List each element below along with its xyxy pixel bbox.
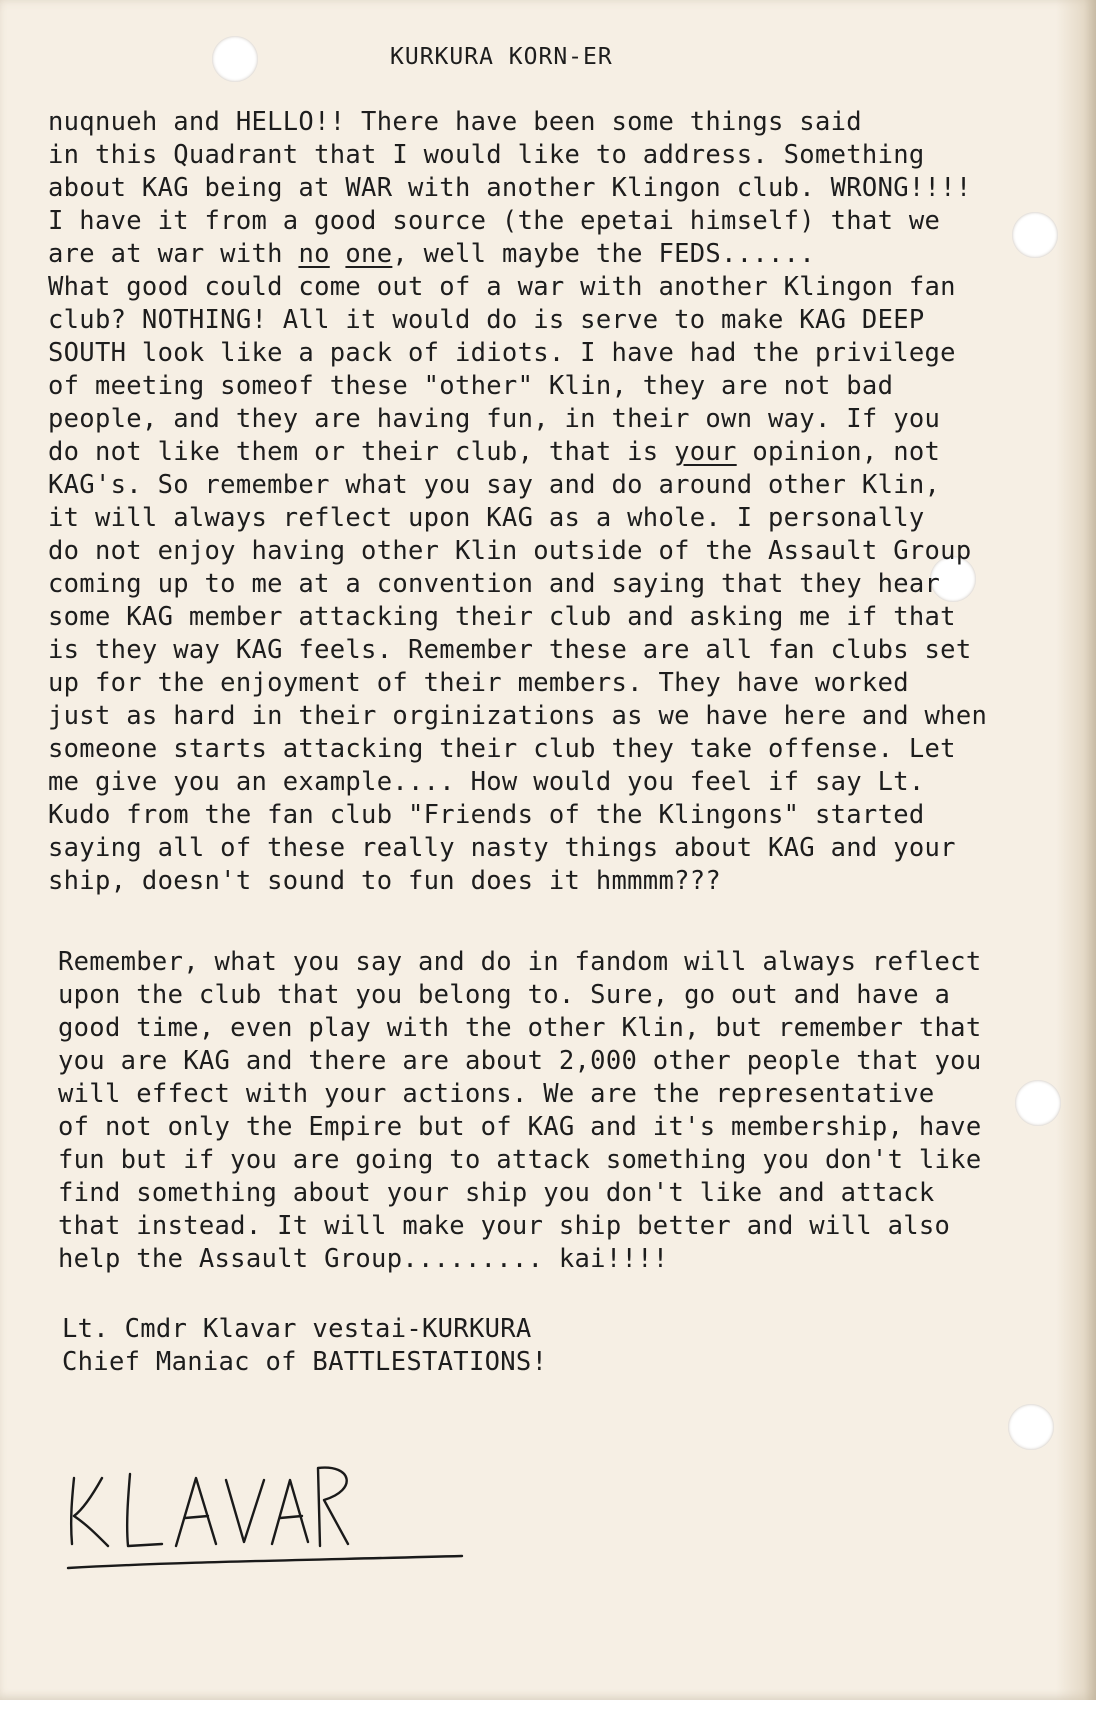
paragraph-line bbox=[48, 799, 987, 832]
punch-hole bbox=[1012, 212, 1058, 258]
line-text: , well maybe the FEDS...... bbox=[392, 239, 815, 269]
paragraph-line: help the Assault Group......... kai!!!! bbox=[58, 1244, 669, 1274]
author-name: Lt. Cmdr Klavar vestai-KURKURA bbox=[62, 1314, 532, 1344]
paragraph-line bbox=[48, 568, 987, 601]
line-text: ship, doesn't sound to fun does it hmmmm??? bbox=[48, 866, 722, 896]
paragraph-line bbox=[48, 535, 987, 568]
paragraph-line bbox=[48, 436, 987, 469]
paragraph-line: fun but if you are going to attack something you don't like bbox=[58, 1145, 982, 1175]
line-text: do not enjoy having other Klin outside of the Assault Group bbox=[48, 536, 972, 566]
paragraph-line bbox=[48, 865, 987, 898]
sign-off-block bbox=[62, 1313, 547, 1379]
underlined-text: one bbox=[345, 239, 393, 269]
paragraph-line: upon the club that you belong to. Sure, go out and have a bbox=[58, 980, 951, 1010]
line-text: What good could come out of a war with another Klingon fan bbox=[48, 272, 956, 302]
line-text: coming up to me at a convention and saying that they hear bbox=[48, 569, 941, 599]
paragraph-closing bbox=[58, 946, 982, 1276]
paragraph-line bbox=[48, 601, 987, 634]
paragraph-line bbox=[48, 304, 987, 337]
line-text: is they way KAG feels. Remember these are all fan clubs set bbox=[48, 635, 972, 665]
handwritten-signature bbox=[52, 1438, 512, 1578]
line-text: saying all of these really nasty things about KAG and your bbox=[48, 833, 956, 863]
line-text: it will always reflect upon KAG as a whole. I personally bbox=[48, 503, 925, 533]
paragraph-line: will effect with your actions. We are the representative bbox=[58, 1079, 935, 1109]
paragraph-line: of not only the Empire but of KAG and it's membership, have bbox=[58, 1112, 982, 1142]
paragraph-line bbox=[48, 271, 987, 304]
line-text: club? NOTHING! All it would do is serve to make KAG DEEP bbox=[48, 305, 925, 335]
paragraph-line bbox=[48, 634, 987, 667]
underlined-text: no bbox=[298, 239, 330, 269]
underlined-text: your bbox=[674, 437, 737, 467]
line-text bbox=[330, 239, 346, 269]
paragraph-line bbox=[48, 205, 987, 238]
line-text: SOUTH look like a pack of idiots. I have had the privilege bbox=[48, 338, 956, 368]
line-text: people, and they are having fun, in their own way. If you bbox=[48, 404, 941, 434]
paragraph-line bbox=[48, 337, 987, 370]
paragraph-line: good time, even play with the other Klin, but remember that bbox=[58, 1013, 982, 1043]
paragraph-line: you are KAG and there are about 2,000 other people that you bbox=[58, 1046, 982, 1076]
paragraph-line bbox=[48, 172, 987, 205]
paragraph-line bbox=[48, 238, 987, 271]
line-text: just as hard in their orginizations as we have here and when bbox=[48, 701, 988, 731]
line-text: of meeting someof these "other" Klin, they are not bad bbox=[48, 371, 894, 401]
paragraph-line bbox=[48, 766, 987, 799]
line-text: nuqnueh and HELLO!! There have been some things said bbox=[48, 107, 862, 137]
line-text: in this Quadrant that I would like to address. Something bbox=[48, 140, 925, 170]
paragraph-line bbox=[48, 733, 987, 766]
line-text: opinion, not bbox=[736, 437, 941, 467]
punch-hole bbox=[1015, 1080, 1061, 1126]
line-text: some KAG member attacking their club and asking me if that bbox=[48, 602, 956, 632]
line-text: someone starts attacking their club they take offense. Let bbox=[48, 734, 956, 764]
paragraph-line: find something about your ship you don't like and attack bbox=[58, 1178, 935, 1208]
line-text: about KAG being at WAR with another Klingon club. WRONG!!!! bbox=[48, 173, 972, 203]
line-text: I have it from a good source (the epetai himself) that we bbox=[48, 206, 941, 236]
line-text: KAG's. So remember what you say and do around other Klin, bbox=[48, 470, 941, 500]
line-text: me give you an example.... How would you feel if say Lt. bbox=[48, 767, 925, 797]
paragraph-line bbox=[48, 667, 987, 700]
paragraph-line bbox=[48, 370, 987, 403]
line-text: are at war with bbox=[48, 239, 299, 269]
paragraph-line bbox=[48, 832, 987, 865]
paragraph-line bbox=[48, 502, 987, 535]
paragraph-line bbox=[48, 700, 987, 733]
line-text: up for the enjoyment of their members. They have worked bbox=[48, 668, 909, 698]
punch-hole bbox=[1008, 1404, 1054, 1450]
paragraph-main bbox=[48, 106, 987, 898]
paragraph-line: Remember, what you say and do in fandom will always reflect bbox=[58, 947, 982, 977]
page-edge-shadow bbox=[1056, 0, 1096, 1700]
author-title: Chief Maniac of BATTLESTATIONS! bbox=[62, 1347, 548, 1377]
punch-hole bbox=[212, 36, 258, 82]
paragraph-line: that instead. It will make your ship better and will also bbox=[58, 1211, 951, 1241]
paragraph-line bbox=[48, 139, 987, 172]
page-title: KURKURA KORN-ER bbox=[390, 44, 613, 70]
paragraph-line bbox=[48, 403, 987, 436]
paragraph-line bbox=[48, 469, 987, 502]
line-text: do not like them or their club, that is bbox=[48, 437, 675, 467]
line-text: Kudo from the fan club "Friends of the Klingons" started bbox=[48, 800, 925, 830]
paragraph-line bbox=[48, 106, 987, 139]
